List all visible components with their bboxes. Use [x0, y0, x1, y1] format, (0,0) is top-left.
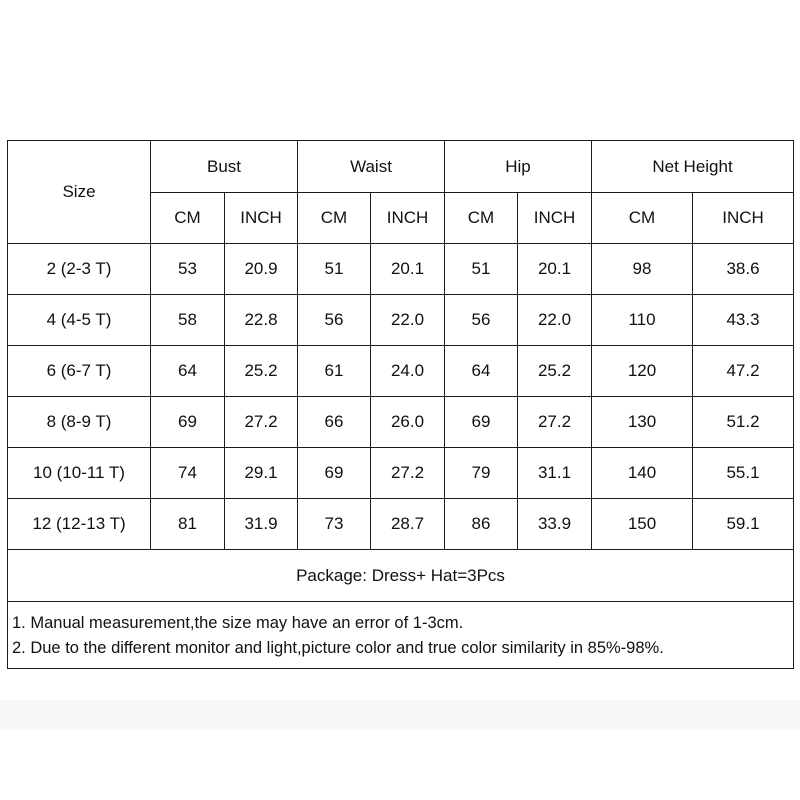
value-cell: 69 — [298, 448, 371, 499]
value-cell: 51.2 — [693, 397, 794, 448]
value-cell: 150 — [592, 499, 693, 550]
table-row — [8, 244, 794, 295]
unit-header-cell: CM — [592, 193, 693, 244]
value-cell: 28.7 — [371, 499, 445, 550]
value-cell: 25.2 — [225, 346, 298, 397]
value-cell: 25.2 — [518, 346, 592, 397]
table-row — [8, 397, 794, 448]
net-height-group-header: Net Height — [592, 141, 794, 193]
value-cell: 22.0 — [371, 295, 445, 346]
value-cell: 29.1 — [225, 448, 298, 499]
group-header-row — [8, 141, 794, 193]
unit-header-cell: CM — [445, 193, 518, 244]
value-cell: 120 — [592, 346, 693, 397]
value-cell: 51 — [445, 244, 518, 295]
table-row — [8, 295, 794, 346]
value-cell: 51 — [298, 244, 371, 295]
package-info: Package: Dress+ Hat=3Pcs — [8, 550, 794, 602]
value-cell: 22.0 — [518, 295, 592, 346]
size-cell: 12 (12-13 T) — [8, 499, 151, 550]
bottom-band — [0, 700, 800, 730]
unit-header-cell: CM — [151, 193, 225, 244]
value-cell: 56 — [445, 295, 518, 346]
size-cell: 10 (10-11 T) — [8, 448, 151, 499]
size-cell: 6 (6-7 T) — [8, 346, 151, 397]
unit-header-cell: INCH — [371, 193, 445, 244]
value-cell: 73 — [298, 499, 371, 550]
hip-group-header: Hip — [445, 141, 592, 193]
value-cell: 33.9 — [518, 499, 592, 550]
value-cell: 20.9 — [225, 244, 298, 295]
bust-group-header: Bust — [151, 141, 298, 193]
note-line: 1. Manual measurement,the size may have an error of 1-3cm. — [12, 614, 464, 632]
unit-header-cell: CM — [298, 193, 371, 244]
size-column-header: Size — [8, 141, 151, 244]
size-cell: 2 (2-3 T) — [8, 244, 151, 295]
value-cell: 43.3 — [693, 295, 794, 346]
value-cell: 81 — [151, 499, 225, 550]
table-row — [8, 346, 794, 397]
waist-group-header: Waist — [298, 141, 445, 193]
value-cell: 130 — [592, 397, 693, 448]
value-cell: 26.0 — [371, 397, 445, 448]
value-cell: 27.2 — [518, 397, 592, 448]
value-cell: 64 — [151, 346, 225, 397]
value-cell: 86 — [445, 499, 518, 550]
value-cell: 38.6 — [693, 244, 794, 295]
value-cell: 59.1 — [693, 499, 794, 550]
value-cell: 74 — [151, 448, 225, 499]
value-cell: 140 — [592, 448, 693, 499]
value-cell: 69 — [445, 397, 518, 448]
value-cell: 22.8 — [225, 295, 298, 346]
unit-header-cell: INCH — [693, 193, 794, 244]
value-cell: 27.2 — [371, 448, 445, 499]
package-row — [8, 550, 794, 602]
value-cell: 53 — [151, 244, 225, 295]
unit-header-cell: INCH — [225, 193, 298, 244]
size-chart-table — [7, 140, 794, 669]
value-cell: 79 — [445, 448, 518, 499]
size-cell: 4 (4-5 T) — [8, 295, 151, 346]
value-cell: 110 — [592, 295, 693, 346]
value-cell: 20.1 — [518, 244, 592, 295]
value-cell: 47.2 — [693, 346, 794, 397]
value-cell: 27.2 — [225, 397, 298, 448]
value-cell: 20.1 — [371, 244, 445, 295]
notes-row — [8, 602, 794, 669]
value-cell: 31.9 — [225, 499, 298, 550]
table-row — [8, 448, 794, 499]
value-cell: 98 — [592, 244, 693, 295]
value-cell: 24.0 — [371, 346, 445, 397]
value-cell: 61 — [298, 346, 371, 397]
value-cell: 58 — [151, 295, 225, 346]
table-row — [8, 499, 794, 550]
size-cell: 8 (8-9 T) — [8, 397, 151, 448]
value-cell: 56 — [298, 295, 371, 346]
notes-cell — [8, 602, 794, 669]
value-cell: 31.1 — [518, 448, 592, 499]
value-cell: 55.1 — [693, 448, 794, 499]
note-line: 2. Due to the different monitor and light,picture color and true color similarity in 85%-98%. — [12, 639, 664, 657]
value-cell: 69 — [151, 397, 225, 448]
unit-header-cell: INCH — [518, 193, 592, 244]
value-cell: 64 — [445, 346, 518, 397]
value-cell: 66 — [298, 397, 371, 448]
